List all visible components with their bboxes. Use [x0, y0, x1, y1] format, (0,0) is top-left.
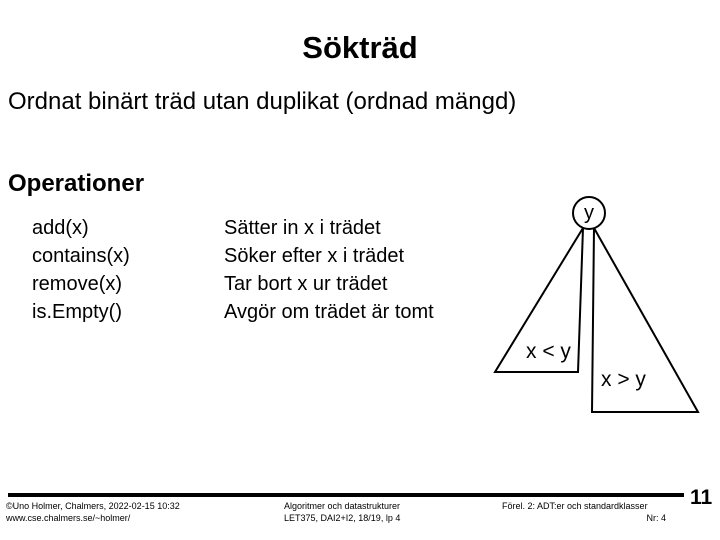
slide-title: Sökträd [302, 30, 418, 65]
footer-author-url: www.cse.chalmers.se/~holmer/ [6, 513, 131, 523]
left-subtree-label: x < y [526, 340, 571, 363]
page-number: 11 [690, 486, 713, 509]
operation-isempty: is.Empty() [32, 301, 122, 323]
root-node-label: y [584, 202, 594, 224]
footer-rule [8, 493, 684, 497]
description-contains: Söker efter x i trädet [224, 245, 405, 267]
footer-course-code: LET375, DAI2+I2, 18/19, lp 4 [284, 513, 401, 523]
operation-add: add(x) [32, 217, 89, 239]
footer-course [284, 500, 400, 524]
footer-lecture-title: Förel. 2: ADT:er och standardklasser [502, 501, 648, 511]
footer-course-name: Algoritmer och datastrukturer [284, 501, 401, 511]
slide-subtitle: Ordnat binärt träd utan duplikat (ordnad mängd) [8, 88, 517, 115]
operation-contains: contains(x) [32, 245, 130, 267]
description-remove: Tar bort x ur trädet [224, 273, 388, 295]
footer-author-line: ©Uno Holmer, Chalmers, 2022-02-15 10:32 [6, 501, 180, 511]
footer-lecture [502, 500, 666, 524]
description-isempty: Avgör om trädet är tomt [224, 301, 434, 323]
right-subtree-label: x > y [601, 368, 646, 391]
section-heading: Operationer [8, 170, 145, 197]
description-add: Sätter in x i trädet [224, 217, 381, 239]
footer-author [6, 500, 180, 524]
operation-remove: remove(x) [32, 273, 123, 295]
footer-lecture-number: Nr: 4 [646, 513, 666, 523]
